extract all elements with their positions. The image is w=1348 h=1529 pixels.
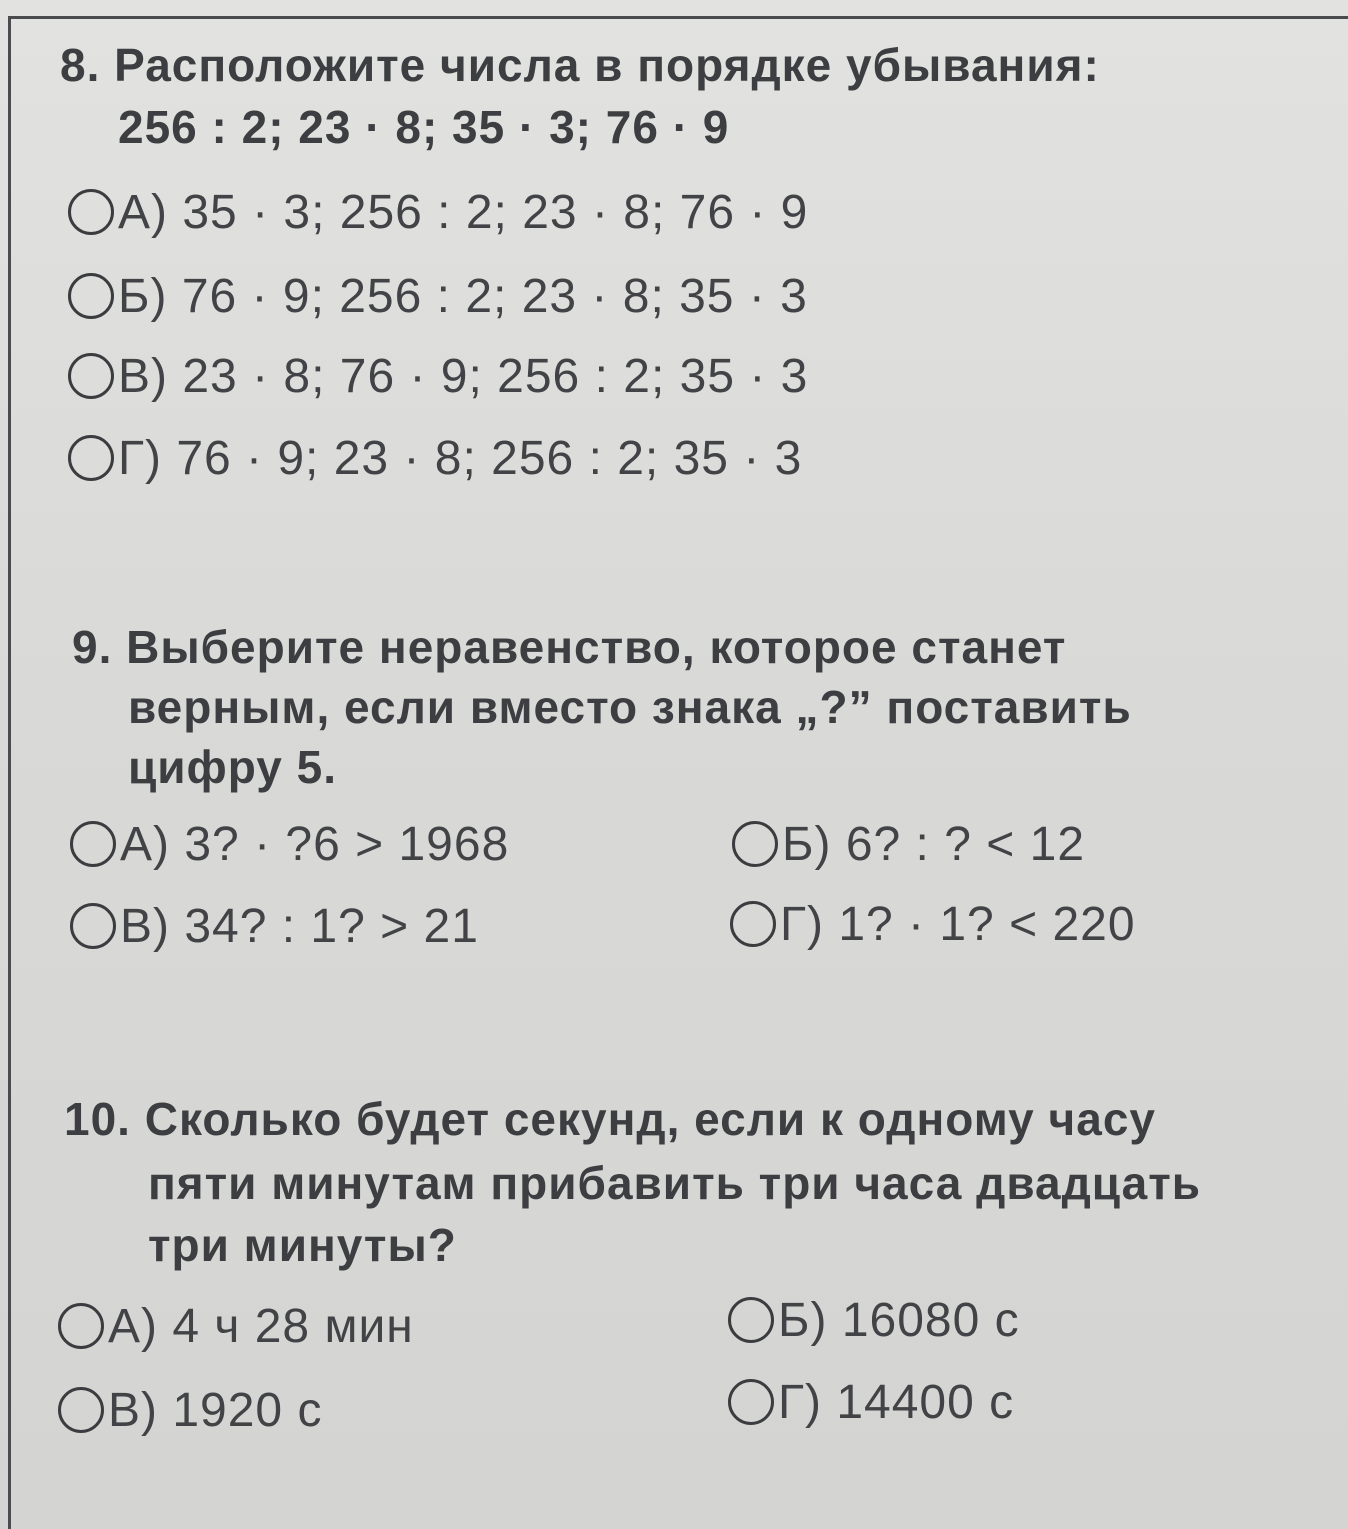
option-label: В) 23 · 8; 76 · 9; 256 : 2; 35 · 3: [118, 349, 809, 403]
option-label: А) 35 · 3; 256 : 2; 23 · 8; 76 · 9: [118, 185, 809, 239]
question-8-option-d[interactable]: [68, 428, 802, 488]
question-8-option-a[interactable]: [68, 182, 808, 242]
option-label: Б) 6? : ? < 12: [782, 817, 1086, 871]
question-9-option-d[interactable]: [730, 894, 1136, 954]
question-9-option-c[interactable]: [70, 896, 479, 956]
question-8-title: 8. Расположите числа в порядке убывания:: [60, 39, 1100, 91]
question-10-title: 10. Сколько будет секунд, если к одному часу: [64, 1093, 1157, 1145]
question-8-option-b[interactable]: [68, 266, 808, 326]
answer-bubble-icon[interactable]: [732, 821, 778, 867]
page-border-left: [8, 18, 11, 1529]
question-10-line-3: три минуты?: [148, 1219, 457, 1271]
question-10-option-d[interactable]: [728, 1372, 1014, 1432]
question-10-option-c[interactable]: [58, 1380, 322, 1440]
answer-bubble-icon[interactable]: [728, 1297, 774, 1343]
question-10-option-b[interactable]: [728, 1290, 1020, 1350]
question-9-option-a[interactable]: [70, 814, 509, 874]
answer-bubble-icon[interactable]: [730, 901, 776, 947]
question-8-expressions: 256 : 2; 23 · 8; 35 · 3; 76 · 9: [118, 101, 730, 153]
option-label: Г) 76 · 9; 23 · 8; 256 : 2; 35 · 3: [118, 431, 803, 485]
option-label: В) 34? : 1? > 21: [120, 899, 479, 953]
question-10-line-2: пяти минутам прибавить три часа двадцать: [148, 1157, 1202, 1209]
option-label: Б) 76 · 9; 256 : 2; 23 · 8; 35 · 3: [118, 269, 808, 323]
option-label: В) 1920 с: [108, 1383, 323, 1437]
question-10-option-a[interactable]: [58, 1296, 414, 1356]
page-border-top: [8, 16, 1348, 19]
question-9-option-b[interactable]: [732, 814, 1085, 874]
option-label: Г) 1? · 1? < 220: [780, 897, 1136, 951]
answer-bubble-icon[interactable]: [68, 353, 114, 399]
question-9-line-2: верным, если вместо знака „?” поставить: [128, 681, 1132, 733]
answer-bubble-icon[interactable]: [58, 1303, 104, 1349]
answer-bubble-icon[interactable]: [68, 435, 114, 481]
answer-bubble-icon[interactable]: [68, 273, 114, 319]
option-label: Г) 14400 с: [778, 1375, 1015, 1429]
answer-bubble-icon[interactable]: [70, 903, 116, 949]
answer-bubble-icon[interactable]: [58, 1387, 104, 1433]
question-9-title: 9. Выберите неравенство, которое станет: [72, 621, 1067, 673]
answer-bubble-icon[interactable]: [70, 821, 116, 867]
option-label: А) 3? · ?6 > 1968: [120, 817, 510, 871]
option-label: А) 4 ч 28 мин: [108, 1299, 414, 1353]
question-8-option-c[interactable]: [68, 346, 808, 406]
answer-bubble-icon[interactable]: [68, 189, 114, 235]
question-9-line-3: цифру 5.: [128, 741, 338, 793]
option-label: Б) 16080 с: [778, 1293, 1020, 1347]
answer-bubble-icon[interactable]: [728, 1379, 774, 1425]
